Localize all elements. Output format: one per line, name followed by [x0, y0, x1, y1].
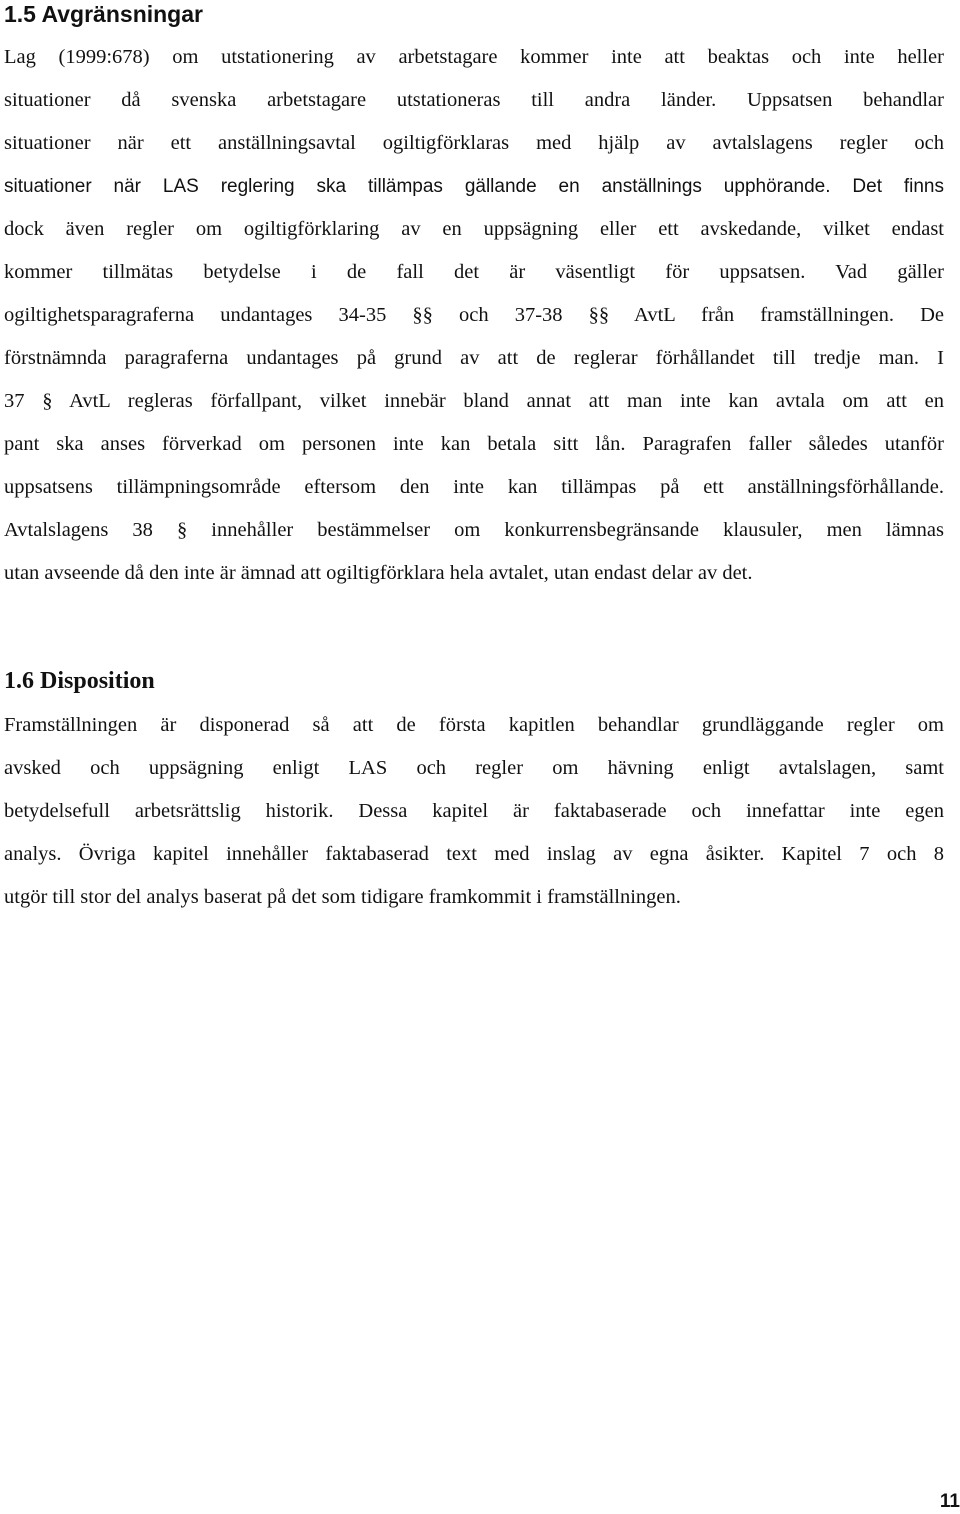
text-line: betydelsefull arbetsrättslig historik. Dessa kapitel är faktabaserade och innefattar inte egen: [4, 800, 944, 822]
text-line: Framställningen är disponerad så att de första kapitlen behandlar grundläggande regler om: [4, 714, 944, 736]
paragraph-avgransningar: [4, 36, 944, 595]
text-line: dock även regler om ogiltigförklaring av en uppsägning eller ett avskedande, vilket endast: [4, 218, 944, 240]
text-line: situationer då svenska arbetstagare utstationeras till andra länder. Uppsatsen behandlar: [4, 89, 944, 111]
paragraph-disposition: [4, 704, 944, 919]
text-line: situationer när LAS reglering ska tillämpas gällande en anställnings upphörande. Det finns: [4, 176, 944, 197]
text-line: ogiltighetsparagraferna undantages 34-35 §§ och 37-38 §§ AvtL från framställningen. De: [4, 304, 944, 326]
text-line: Lag (1999:678) om utstationering av arbetstagare kommer inte att beaktas och inte heller: [4, 46, 944, 68]
text-line: 37 § AvtL regleras förfallpant, vilket innebär bland annat att man inte kan avtala om att en: [4, 390, 944, 412]
text-line: förstnämnda paragraferna undantages på grund av att de reglerar förhållandet till tredje man. I: [4, 347, 944, 369]
text-line: uppsatsens tillämpningsområde eftersom den inte kan tillämpas på ett anställningsförhållande.: [4, 476, 944, 498]
text-line: situationer när ett anställningsavtal ogiltigförklaras med hjälp av avtalslagens regler och: [4, 132, 944, 154]
text-line: avsked och uppsägning enligt LAS och regler om hävning enligt avtalslagen, samt: [4, 757, 944, 779]
text-line: kommer tillmätas betydelse i de fall det är väsentligt för uppsatsen. Vad gäller: [4, 261, 944, 283]
section-heading-avgransningar: 1.5 Avgränsningar: [4, 1, 203, 27]
text-line: utgör till stor del analys baserat på det som tidigare framkommit i framställningen.: [4, 886, 681, 908]
text-line: pant ska anses förverkad om personen inte kan betala sitt lån. Paragrafen faller således utanför: [4, 433, 944, 455]
text-line: analys. Övriga kapitel innehåller faktabaserad text med inslag av egna åsikter. Kapitel 7 och 8: [4, 843, 944, 865]
text-line: Avtalslagens 38 § innehåller bestämmelser om konkurrensbegränsande klausuler, men lämnas: [4, 519, 944, 541]
section-heading-disposition: 1.6 Disposition: [4, 668, 155, 694]
text-line: utan avseende då den inte är ämnad att ogiltigförklara hela avtalet, utan endast delar av det.: [4, 562, 753, 584]
page-number: 11: [939, 1491, 960, 1512]
